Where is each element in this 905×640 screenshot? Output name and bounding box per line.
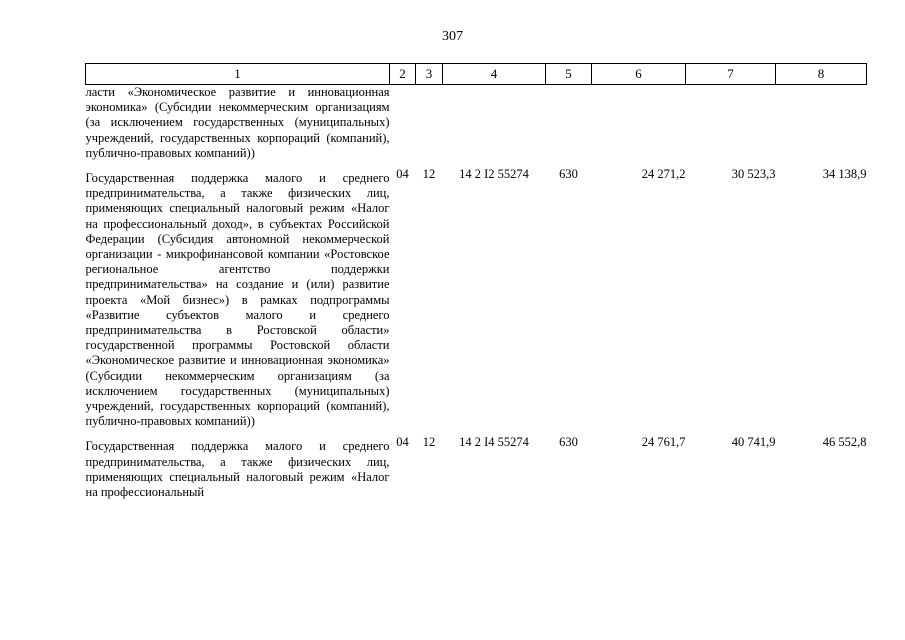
cell-subsection: 12 [422, 435, 436, 450]
budget-table [85, 63, 867, 500]
cell-subsection: 12 [422, 167, 436, 182]
cell-subsection [416, 85, 443, 168]
column-header-6: 6 [592, 64, 686, 85]
cell-expense-type: 630 [559, 167, 578, 182]
cell-amount-1: 24 271,2 [641, 167, 686, 182]
row-description: ласти «Экономическое развитие и инновационная экономика» (Субсидии некоммерческим организациям (за исключением государственных (муниципальных) учреждений, государственных корпораций (компаний), публично-правовых компаний)) [85, 85, 390, 160]
row-description: Государственная поддержка малого и среднего предпринимательства, а также физических лиц, применяющих специальный налоговый режим «Налог на профессиональный доход», в субъектах Российской Федерации (Субсидия автономной некоммерческой организации - микрофинансовой компании «Ростовское региональное агентство поддержки предпринимательства» на создание и (или) развитие проекта «Мой бизнес») в рамках подпрограммы «Развитие субъектов малого и среднего предпринимательства в Ростовской области» государственной программы Ростовской области «Экономическое развитие и инновационная экономика» (Субсидии некоммерческим организациям (за исключением государственных (муниципальных) учреждений, государственных корпораций (компаний), публично-правовых компаний)) [85, 171, 390, 429]
cell-amount-2: 30 523,3 [731, 167, 776, 182]
cell-amount-3: 34 138,9 [822, 167, 867, 182]
cell-amount-1 [592, 85, 686, 168]
cell-amount-3 [776, 85, 867, 168]
table-row [86, 85, 867, 168]
column-header-2: 2 [390, 64, 416, 85]
cell-section [390, 85, 416, 168]
cell-amount-2: 40 741,9 [731, 435, 776, 450]
cell-amount-2 [686, 85, 776, 168]
page-number: 307 [442, 29, 463, 44]
cell-amount-1: 24 761,7 [641, 435, 686, 450]
cell-amount-3: 46 552,8 [822, 435, 867, 450]
table-row [86, 167, 867, 435]
cell-expense-type [546, 85, 592, 168]
cell-section: 04 [396, 435, 409, 450]
column-header-4: 4 [443, 64, 546, 85]
column-header-3: 3 [416, 64, 443, 85]
cell-expense-type: 630 [559, 435, 578, 450]
column-header-1: 1 [86, 64, 390, 85]
table-row [86, 435, 867, 500]
cell-target-article: 14 2 I2 55274 [459, 167, 529, 182]
column-header-7: 7 [686, 64, 776, 85]
cell-target-article: 14 2 I4 55274 [459, 435, 529, 450]
row-description: Государственная поддержка малого и среднего предпринимательства, а также физических лиц, применяющих специальный налоговый режим «Налог на профессиональный [85, 439, 390, 500]
cell-section: 04 [396, 167, 409, 182]
cell-target-article [443, 85, 546, 168]
column-header-5: 5 [546, 64, 592, 85]
table-header-row [86, 64, 867, 85]
column-header-8: 8 [776, 64, 867, 85]
